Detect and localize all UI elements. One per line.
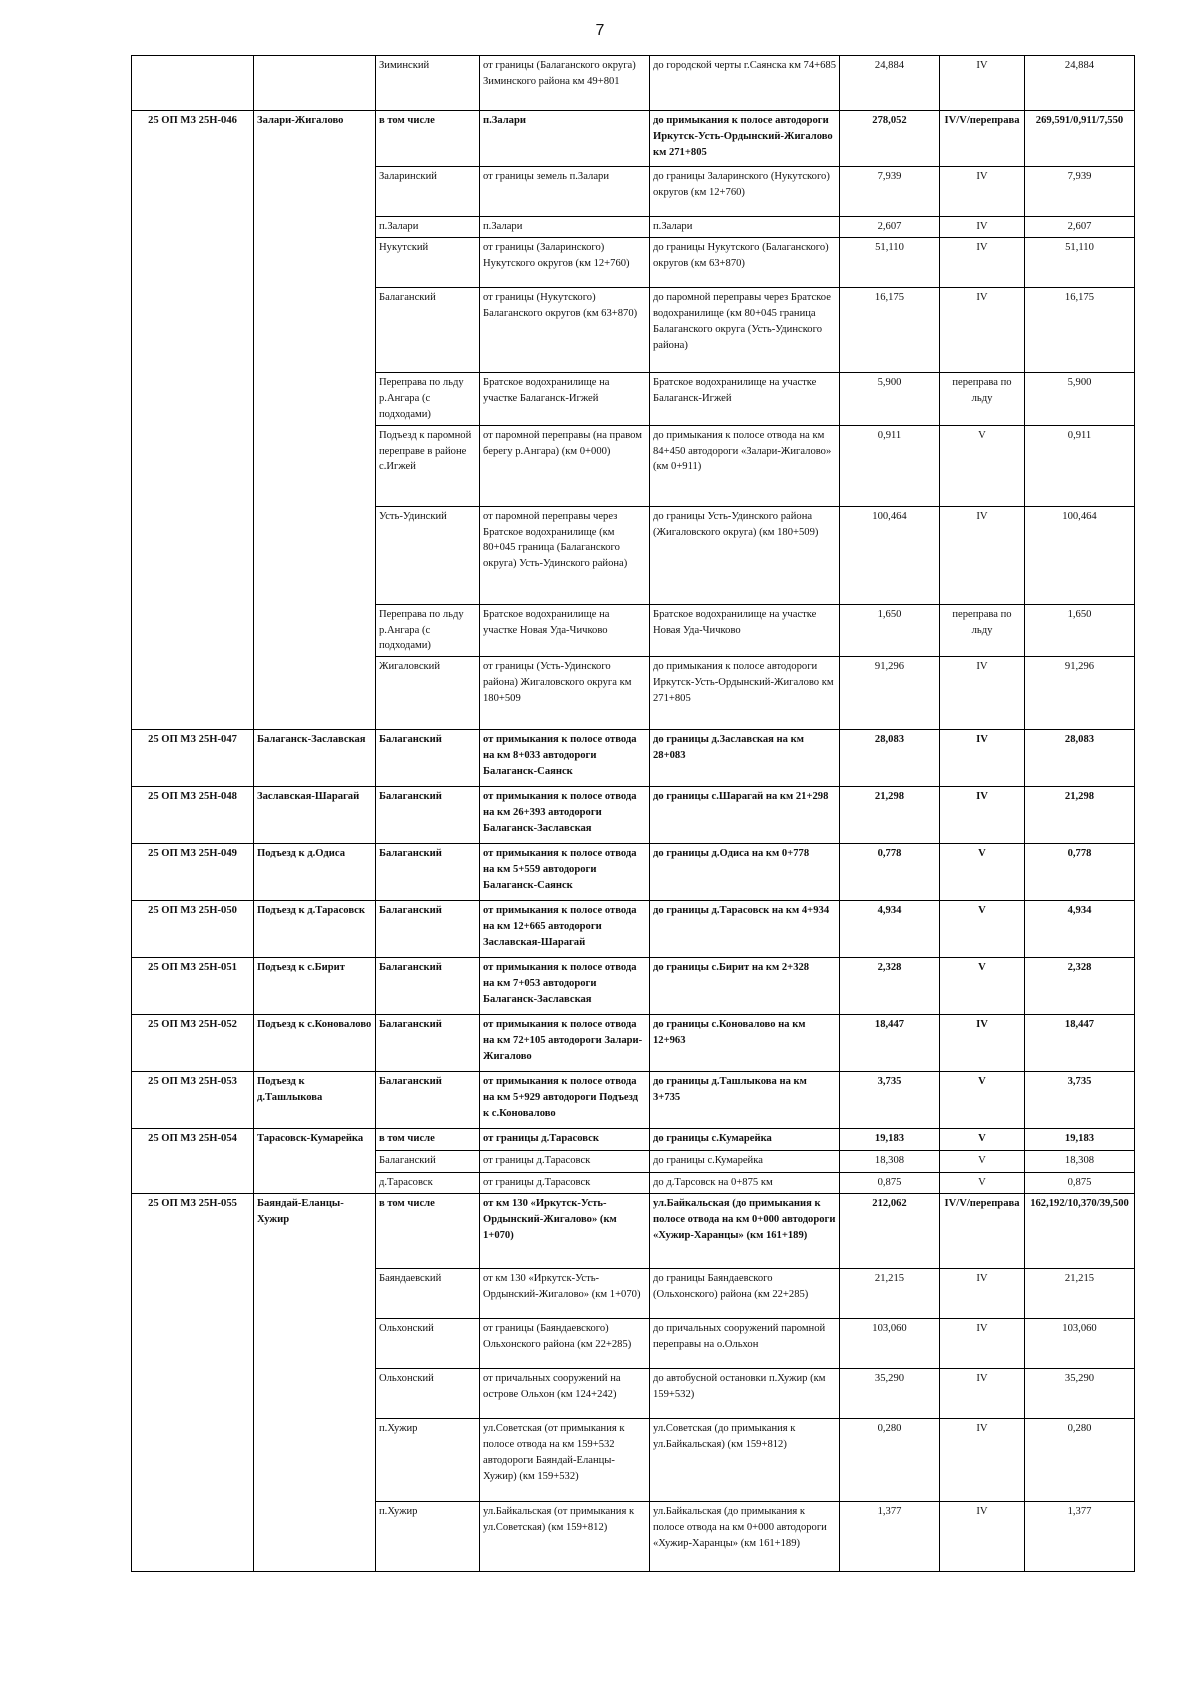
table-row <box>132 1129 1135 1151</box>
category-cell: IV <box>940 787 1025 844</box>
road-name-cell: Заславская-Шарагай <box>254 787 376 844</box>
category-cell: IV <box>940 1419 1025 1502</box>
to-cell: до границы д.Ташлыкова на км 3+735 <box>650 1072 840 1129</box>
to-cell: до границы Заларинского (Нукутского) округов (км 12+760) <box>650 167 840 217</box>
category-length-cell: 28,083 <box>1025 730 1135 787</box>
district-cell: п.Хужир <box>376 1419 480 1502</box>
category-length-cell: 35,290 <box>1025 1369 1135 1419</box>
to-cell: ул.Советская (до примыкания к ул.Байкальская) (км 159+812) <box>650 1419 840 1502</box>
length-cell: 212,062 <box>840 1194 940 1269</box>
length-cell: 18,308 <box>840 1151 940 1173</box>
length-cell: 100,464 <box>840 506 940 604</box>
category-length-cell: 103,060 <box>1025 1319 1135 1369</box>
district-cell: Балаганский <box>376 901 480 958</box>
category-cell: V <box>940 1072 1025 1129</box>
district-cell: Ольхонский <box>376 1369 480 1419</box>
to-cell: до причальных сооружений паромной переправы на о.Ольхон <box>650 1319 840 1369</box>
road-name-cell: Балаганск-Заславская <box>254 730 376 787</box>
length-cell: 2,607 <box>840 217 940 238</box>
road-name-cell: Подъезд к д.Ташлыкова <box>254 1072 376 1129</box>
length-cell: 1,377 <box>840 1502 940 1572</box>
to-cell: до д.Тарсовск на 0+875 км <box>650 1173 840 1194</box>
district-cell: п.Залари <box>376 217 480 238</box>
table-row <box>132 1015 1135 1072</box>
road-id-cell: 25 ОП МЗ 25Н-055 <box>132 1194 254 1572</box>
from-cell: от примыкания к полосе отвода на км 8+033 автодороги Балаганск-Саянск <box>480 730 650 787</box>
from-cell: от границы (Баяндаевского) Ольхонского района (км 22+285) <box>480 1319 650 1369</box>
district-cell: Балаганский <box>376 1151 480 1173</box>
category-length-cell: 16,175 <box>1025 288 1135 373</box>
to-cell: до границы Усть-Удинского района (Жигаловского округа) (км 180+509) <box>650 506 840 604</box>
category-length-cell: 0,280 <box>1025 1419 1135 1502</box>
to-cell: до границы Баяндаевского (Ольхонского) района (км 22+285) <box>650 1269 840 1319</box>
to-cell: до границы с.Кумарейка <box>650 1151 840 1173</box>
category-cell: IV/V/переправа <box>940 111 1025 167</box>
to-cell: до паромной переправы через Братское водохранилище (км 80+045 граница Балаганского округа (Усть-Удинского района) <box>650 288 840 373</box>
from-cell: от паромной переправы через Братское водохранилище (км 80+045 граница (Балаганского округа) Усть-Удинского района) <box>480 506 650 604</box>
district-cell: Зиминский <box>376 56 480 111</box>
length-cell: 3,735 <box>840 1072 940 1129</box>
category-cell: IV <box>940 1015 1025 1072</box>
category-cell: IV <box>940 167 1025 217</box>
to-cell: до автобусной остановки п.Хужир (км 159+532) <box>650 1369 840 1419</box>
from-cell: от примыкания к полосе отвода на км 7+053 автодороги Балаганск-Заславская <box>480 958 650 1015</box>
from-cell: от границы д.Тарасовск <box>480 1173 650 1194</box>
from-cell: от границы (Усть-Удинского района) Жигаловского округа км 180+509 <box>480 657 650 730</box>
length-cell: 0,911 <box>840 425 940 506</box>
to-cell: до примыкания к полосе автодороги Иркутск-Усть-Ордынский-Жигалово км 271+805 <box>650 657 840 730</box>
category-cell: IV <box>940 1269 1025 1319</box>
category-cell: V <box>940 844 1025 901</box>
from-cell: от границы земель п.Залари <box>480 167 650 217</box>
category-length-cell: 100,464 <box>1025 506 1135 604</box>
road-name-cell: Подъезд к д.Одиса <box>254 844 376 901</box>
table-row <box>132 958 1135 1015</box>
district-cell: Балаганский <box>376 787 480 844</box>
length-cell: 21,215 <box>840 1269 940 1319</box>
from-cell: от причальных сооружений на острове Ольхон (км 124+242) <box>480 1369 650 1419</box>
category-length-cell: 24,884 <box>1025 56 1135 111</box>
to-cell: до границы с.Кумарейка <box>650 1129 840 1151</box>
from-cell: п.Залари <box>480 217 650 238</box>
category-length-cell: 0,778 <box>1025 844 1135 901</box>
district-cell: Переправа по льду р.Ангара (с подходами) <box>376 373 480 426</box>
page-number: 7 <box>595 22 605 39</box>
category-length-cell: 3,735 <box>1025 1072 1135 1129</box>
length-cell: 16,175 <box>840 288 940 373</box>
from-cell: от границы д.Тарасовск <box>480 1129 650 1151</box>
from-cell: от примыкания к полосе отвода на км 5+559 автодороги Балаганск-Саянск <box>480 844 650 901</box>
road-id-cell: 25 ОП МЗ 25Н-054 <box>132 1129 254 1194</box>
from-cell: от границы д.Тарасовск <box>480 1151 650 1173</box>
category-length-cell: 0,875 <box>1025 1173 1135 1194</box>
from-cell: от км 130 «Иркутск-Усть-Ордынский-Жигалово» (км 1+070) <box>480 1269 650 1319</box>
table-row <box>132 1072 1135 1129</box>
category-length-cell: 18,447 <box>1025 1015 1135 1072</box>
length-cell: 7,939 <box>840 167 940 217</box>
length-cell: 24,884 <box>840 56 940 111</box>
category-cell: переправа по льду <box>940 373 1025 426</box>
from-cell: от примыкания к полосе отвода на км 5+929 автодороги Подъезд к с.Коновалово <box>480 1072 650 1129</box>
category-cell: IV <box>940 56 1025 111</box>
category-length-cell: 51,110 <box>1025 238 1135 288</box>
length-cell: 19,183 <box>840 1129 940 1151</box>
to-cell: Братское водохранилище на участке Новая Уда-Чичково <box>650 604 840 657</box>
district-cell: Балаганский <box>376 844 480 901</box>
road-id-cell: 25 ОП МЗ 25Н-046 <box>132 111 254 730</box>
category-cell: V <box>940 1129 1025 1151</box>
district-cell: Переправа по льду р.Ангара (с подходами) <box>376 604 480 657</box>
category-cell: V <box>940 958 1025 1015</box>
length-cell: 35,290 <box>840 1369 940 1419</box>
road-id-cell: 25 ОП МЗ 25Н-047 <box>132 730 254 787</box>
from-cell: Братское водохранилище на участке Балаганск-Игжей <box>480 373 650 426</box>
road-id-cell: 25 ОП МЗ 25Н-052 <box>132 1015 254 1072</box>
category-length-cell: 162,192/10,370/39,500 <box>1025 1194 1135 1269</box>
road-name-cell: Тарасовск-Кумарейка <box>254 1129 376 1194</box>
table-row <box>132 56 1135 111</box>
from-cell: Братское водохранилище на участке Новая Уда-Чичково <box>480 604 650 657</box>
district-cell: Балаганский <box>376 1072 480 1129</box>
length-cell: 278,052 <box>840 111 940 167</box>
category-length-cell: 2,328 <box>1025 958 1135 1015</box>
to-cell: до границы с.Шарагай на км 21+298 <box>650 787 840 844</box>
category-cell: V <box>940 425 1025 506</box>
length-cell: 103,060 <box>840 1319 940 1369</box>
road-name-cell: Залари-Жигалово <box>254 111 376 730</box>
to-cell: до границы с.Бирит на км 2+328 <box>650 958 840 1015</box>
length-cell: 2,328 <box>840 958 940 1015</box>
district-cell: Нукутский <box>376 238 480 288</box>
district-cell: д.Тарасовск <box>376 1173 480 1194</box>
length-cell: 4,934 <box>840 901 940 958</box>
category-length-cell: 1,377 <box>1025 1502 1135 1572</box>
to-cell: до границы с.Коновалово на км 12+963 <box>650 1015 840 1072</box>
category-length-cell: 21,215 <box>1025 1269 1135 1319</box>
length-cell: 0,778 <box>840 844 940 901</box>
category-cell: V <box>940 1151 1025 1173</box>
length-cell: 1,650 <box>840 604 940 657</box>
from-cell: ул.Байкальская (от примыкания к ул.Советская) (км 159+812) <box>480 1502 650 1572</box>
category-cell: IV <box>940 730 1025 787</box>
length-cell: 21,298 <box>840 787 940 844</box>
district-cell: Балаганский <box>376 1015 480 1072</box>
table-row <box>132 787 1135 844</box>
district-cell: в том числе <box>376 1194 480 1269</box>
to-cell: ул.Байкальская (до примыкания к полосе отвода на км 0+000 автодороги «Хужир-Харанцы» (км 161+189) <box>650 1502 840 1572</box>
from-cell: от примыкания к полосе отвода на км 26+393 автодороги Балаганск-Заславская <box>480 787 650 844</box>
road-id-cell: 25 ОП МЗ 25Н-050 <box>132 901 254 958</box>
from-cell: от границы (Балаганского округа) Зиминского района км 49+801 <box>480 56 650 111</box>
length-cell: 28,083 <box>840 730 940 787</box>
road-id-cell <box>132 56 254 111</box>
district-cell: Усть-Удинский <box>376 506 480 604</box>
road-name-cell: Баяндай-Еланцы-Хужир <box>254 1194 376 1572</box>
category-length-cell: 21,298 <box>1025 787 1135 844</box>
table-row <box>132 901 1135 958</box>
district-cell: п.Хужир <box>376 1502 480 1572</box>
road-id-cell: 25 ОП МЗ 25Н-048 <box>132 787 254 844</box>
category-length-cell: 7,939 <box>1025 167 1135 217</box>
district-cell: Балаганский <box>376 958 480 1015</box>
category-length-cell: 19,183 <box>1025 1129 1135 1151</box>
from-cell: от км 130 «Иркутск-Усть-Ордынский-Жигалово» (км 1+070) <box>480 1194 650 1269</box>
category-cell: IV <box>940 288 1025 373</box>
table-row <box>132 844 1135 901</box>
district-cell: Баяндаевский <box>376 1269 480 1319</box>
road-name-cell: Подъезд к д.Тарасовск <box>254 901 376 958</box>
table-row <box>132 1194 1135 1269</box>
category-cell: IV <box>940 657 1025 730</box>
length-cell: 51,110 <box>840 238 940 288</box>
category-length-cell: 2,607 <box>1025 217 1135 238</box>
from-cell: ул.Советская (от примыкания к полосе отвода на км 159+532 автодороги Баяндай-Еланцы-Хужир) (км 159+532) <box>480 1419 650 1502</box>
category-cell: V <box>940 1173 1025 1194</box>
district-cell: Балаганский <box>376 730 480 787</box>
to-cell: до примыкания к полосе автодороги Иркутск-Усть-Ордынский-Жигалово км 271+805 <box>650 111 840 167</box>
from-cell: п.Залари <box>480 111 650 167</box>
category-cell: переправа по льду <box>940 604 1025 657</box>
district-cell: Ольхонский <box>376 1319 480 1369</box>
category-cell: IV <box>940 238 1025 288</box>
district-cell: Подъезд к паромной переправе в районе с.Игжей <box>376 425 480 506</box>
category-cell: V <box>940 901 1025 958</box>
from-cell: от примыкания к полосе отвода на км 12+665 автодороги Заславская-Шарагай <box>480 901 650 958</box>
road-id-cell: 25 ОП МЗ 25Н-053 <box>132 1072 254 1129</box>
to-cell: Братское водохранилище на участке Балаганск-Игжей <box>650 373 840 426</box>
table-row <box>132 111 1135 167</box>
to-cell: до городской черты г.Саянска км 74+685 <box>650 56 840 111</box>
category-cell: IV <box>940 1502 1025 1572</box>
from-cell: от паромной переправы (на правом берегу р.Ангара) (км 0+000) <box>480 425 650 506</box>
category-length-cell: 269,591/0,911/7,550 <box>1025 111 1135 167</box>
category-cell: IV/V/переправа <box>940 1194 1025 1269</box>
district-cell: в том числе <box>376 1129 480 1151</box>
length-cell: 91,296 <box>840 657 940 730</box>
category-length-cell: 1,650 <box>1025 604 1135 657</box>
roads-table <box>131 55 1135 1572</box>
length-cell: 18,447 <box>840 1015 940 1072</box>
road-name-cell: Подъезд к с.Бирит <box>254 958 376 1015</box>
road-id-cell: 25 ОП МЗ 25Н-049 <box>132 844 254 901</box>
category-length-cell: 4,934 <box>1025 901 1135 958</box>
district-cell: в том числе <box>376 111 480 167</box>
to-cell: до границы д.Одиса на км 0+778 <box>650 844 840 901</box>
to-cell: ул.Байкальская (до примыкания к полосе отвода на км 0+000 автодороги «Хужир-Харанцы» (км 161+189) <box>650 1194 840 1269</box>
to-cell: до границы д.Тарасовск на км 4+934 <box>650 901 840 958</box>
category-cell: IV <box>940 506 1025 604</box>
road-name-cell <box>254 56 376 111</box>
road-id-cell: 25 ОП МЗ 25Н-051 <box>132 958 254 1015</box>
from-cell: от примыкания к полосе отвода на км 72+105 автодороги Залари-Жигалово <box>480 1015 650 1072</box>
category-length-cell: 5,900 <box>1025 373 1135 426</box>
category-length-cell: 91,296 <box>1025 657 1135 730</box>
to-cell: п.Залари <box>650 217 840 238</box>
category-cell: IV <box>940 217 1025 238</box>
road-name-cell: Подъезд к с.Коновалово <box>254 1015 376 1072</box>
length-cell: 0,875 <box>840 1173 940 1194</box>
length-cell: 0,280 <box>840 1419 940 1502</box>
category-cell: IV <box>940 1319 1025 1369</box>
district-cell: Заларинский <box>376 167 480 217</box>
to-cell: до границы Нукутского (Балаганского) округов (км 63+870) <box>650 238 840 288</box>
to-cell: до примыкания к полосе отвода на км 84+450 автодороги «Залари-Жигалово» (км 0+911) <box>650 425 840 506</box>
category-length-cell: 18,308 <box>1025 1151 1135 1173</box>
length-cell: 5,900 <box>840 373 940 426</box>
category-length-cell: 0,911 <box>1025 425 1135 506</box>
from-cell: от границы (Заларинского) Нукутского округов (км 12+760) <box>480 238 650 288</box>
district-cell: Жигаловский <box>376 657 480 730</box>
to-cell: до границы д.Заславская на км 28+083 <box>650 730 840 787</box>
category-cell: IV <box>940 1369 1025 1419</box>
from-cell: от границы (Нукутского) Балаганского округов (км 63+870) <box>480 288 650 373</box>
table-row <box>132 730 1135 787</box>
district-cell: Балаганский <box>376 288 480 373</box>
